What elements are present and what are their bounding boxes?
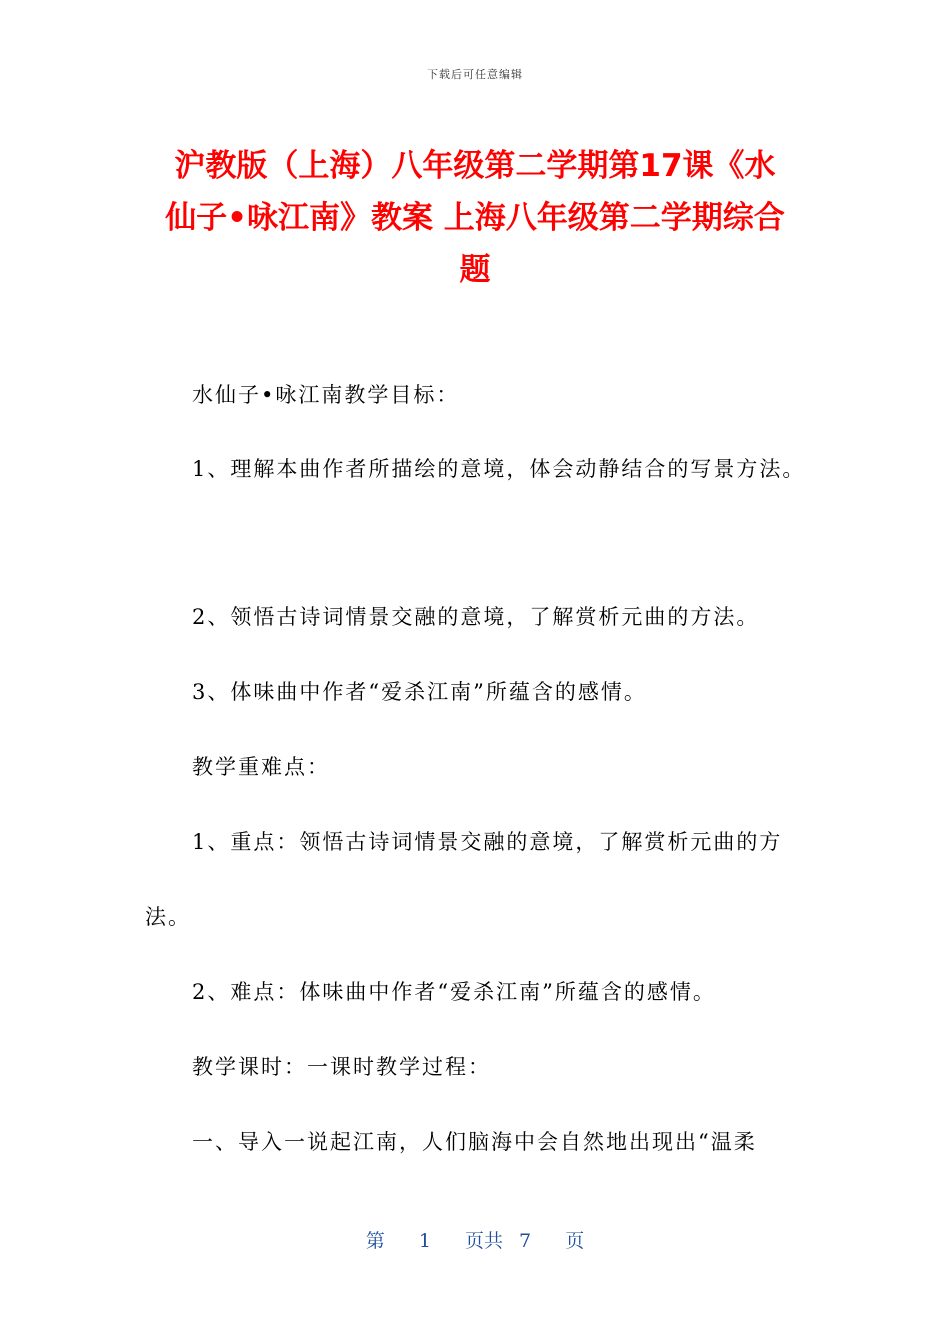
- paragraph-objectives-heading: 水仙子•咏江南教学目标：: [192, 383, 460, 407]
- paragraph-introduction: 一、导入一说起江南，人们脑海中会自然地出现出“温柔: [192, 1130, 757, 1154]
- title-line-1: 沪教版（上海）八年级第二学期第17课《水: [174, 148, 776, 184]
- paragraph-lesson-time: 教学课时：一课时教学过程：: [192, 1055, 491, 1079]
- paragraph-key-points-heading: 教学重难点：: [192, 755, 330, 779]
- title-line-2: 仙子•咏江南》教案 上海八年级第二学期综合: [165, 200, 785, 236]
- paragraph-objective-1: 1、理解本曲作者所描绘的意境，体会动静结合的写景方法。: [192, 457, 806, 481]
- header-note: 下载后可任意编辑: [427, 68, 523, 81]
- footer-page-word: 第: [365, 1230, 385, 1252]
- footer-page-total-word: 页共: [464, 1230, 503, 1252]
- paragraph-key-point-2: 2、难点：体味曲中作者“爱杀江南”所蕴含的感情。: [192, 980, 716, 1004]
- paragraph-objective-3: 3、体味曲中作者“爱杀江南”所蕴含的感情。: [192, 680, 647, 704]
- page-footer: [0, 1226, 950, 1253]
- paragraph-key-point-1-continued: 法。: [145, 905, 191, 929]
- paragraph-objective-2: 2、领悟古诗词情景交融的意境，了解赏析元曲的方法。: [192, 605, 760, 629]
- footer-page-suffix: 页: [565, 1230, 585, 1252]
- footer-page-number: 1: [418, 1230, 431, 1252]
- title-line-3: 题: [459, 252, 491, 288]
- document-title: [120, 140, 830, 296]
- footer-page-total: 7: [519, 1230, 532, 1252]
- paragraph-key-point-1: 1、重点：领悟古诗词情景交融的意境，了解赏析元曲的方: [192, 830, 783, 854]
